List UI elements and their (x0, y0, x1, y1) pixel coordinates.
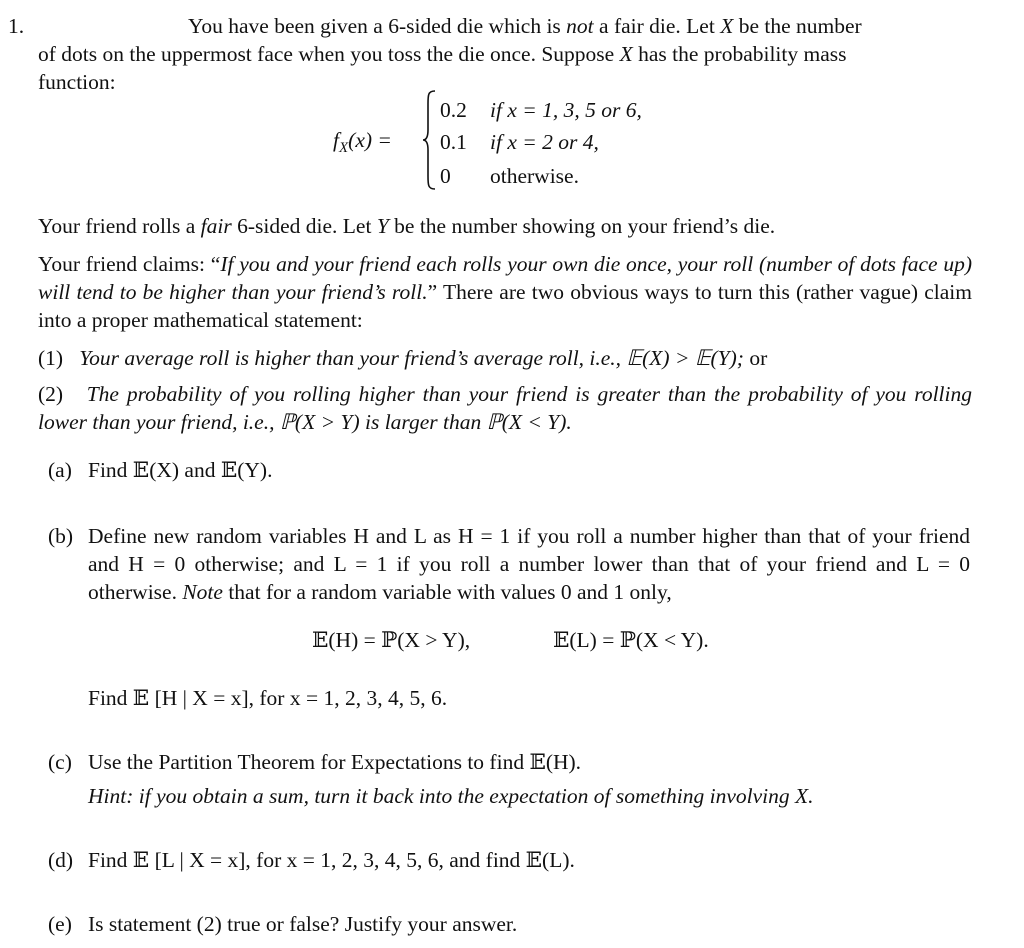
pmf-row-3-value: 0 (440, 164, 451, 188)
part-d-text: Find 𝔼 [L | X = x], for x = 1, 2, 3, 4, 5, 6, and find 𝔼(L). (88, 848, 575, 872)
statement-1: (1) Your average roll is higher than your friend’s average roll, i.e., 𝔼(X) > 𝔼(Y); or (38, 346, 768, 370)
intro-line-3: function: (38, 70, 116, 94)
part-c-label: (c) (48, 750, 72, 774)
part-c-hint: Hint: if you obtain a sum, turn it back into the expectation of something involving X. (88, 784, 814, 808)
part-b-find: Find 𝔼 [H | X = x], for x = 1, 2, 3, 4, 5, 6. (88, 686, 448, 710)
pmf-lhs: $f_X(x)$ = (333, 128, 392, 156)
claim-paragraph: Your friend claims: “If you and your friend each rolls your own die once, your roll (number of dots face up) will tend to be higher than your friend’s roll.” There are two obvious ways to turn this (rather vague) claim into a proper mathematical statement: (38, 252, 973, 332)
pmf-row-2-cond: if x = 2 or 4, (490, 130, 599, 154)
problem-number: 1. (8, 14, 25, 38)
part-d-label: (d) (48, 848, 74, 872)
friend-sentence: Your friend rolls a fair 6-sided die. Let Y be the number showing on your friend’s die. (38, 214, 776, 238)
pmf-row-1-cond: if x = 1, 3, 5 or 6, (490, 98, 642, 122)
part-c-text: Use the Partition Theorem for Expectations to find 𝔼(H). (88, 750, 582, 774)
pmf-row-2-value: 0.1 (440, 130, 467, 154)
part-a-text: Find 𝔼(X) and 𝔼(Y). (88, 458, 273, 482)
part-e-label: (e) (48, 912, 72, 936)
pmf-row-1-value: 0.2 (440, 98, 467, 122)
part-e-text: Is statement (2) true or false? Justify your answer. (88, 912, 518, 936)
part-b-text: Define new random variables H and L as H = 1 if you roll a number higher than that of your friend and H = 0 otherwise; and L = 1 if you roll a number lower than that of your friend and L = 0 otherwise. Note that for a random variable with values 0 and 1 only, (88, 524, 970, 604)
pmf-brace (422, 90, 436, 190)
part-b-equation-2: 𝔼(L) = ℙ(X < Y). (553, 628, 709, 652)
part-b-equation-1: 𝔼(H) = ℙ(X > Y), (312, 628, 471, 652)
intro-line-2: of dots on the uppermost face when you toss the die once. Suppose X has the probability mass (38, 42, 847, 66)
intro-line-1: You have been given a 6-sided die which is not a fair die. Let X be the number (188, 14, 862, 38)
part-a-label: (a) (48, 458, 72, 482)
statement-2: (2) The probability of you rolling higher than your friend is greater than the probability of you rolling lower than your friend, i.e., ℙ(X > Y) is larger than ℙ(X < Y). (38, 382, 973, 434)
part-b-label: (b) (48, 524, 74, 548)
pmf-row-3-cond: otherwise. (490, 164, 579, 188)
